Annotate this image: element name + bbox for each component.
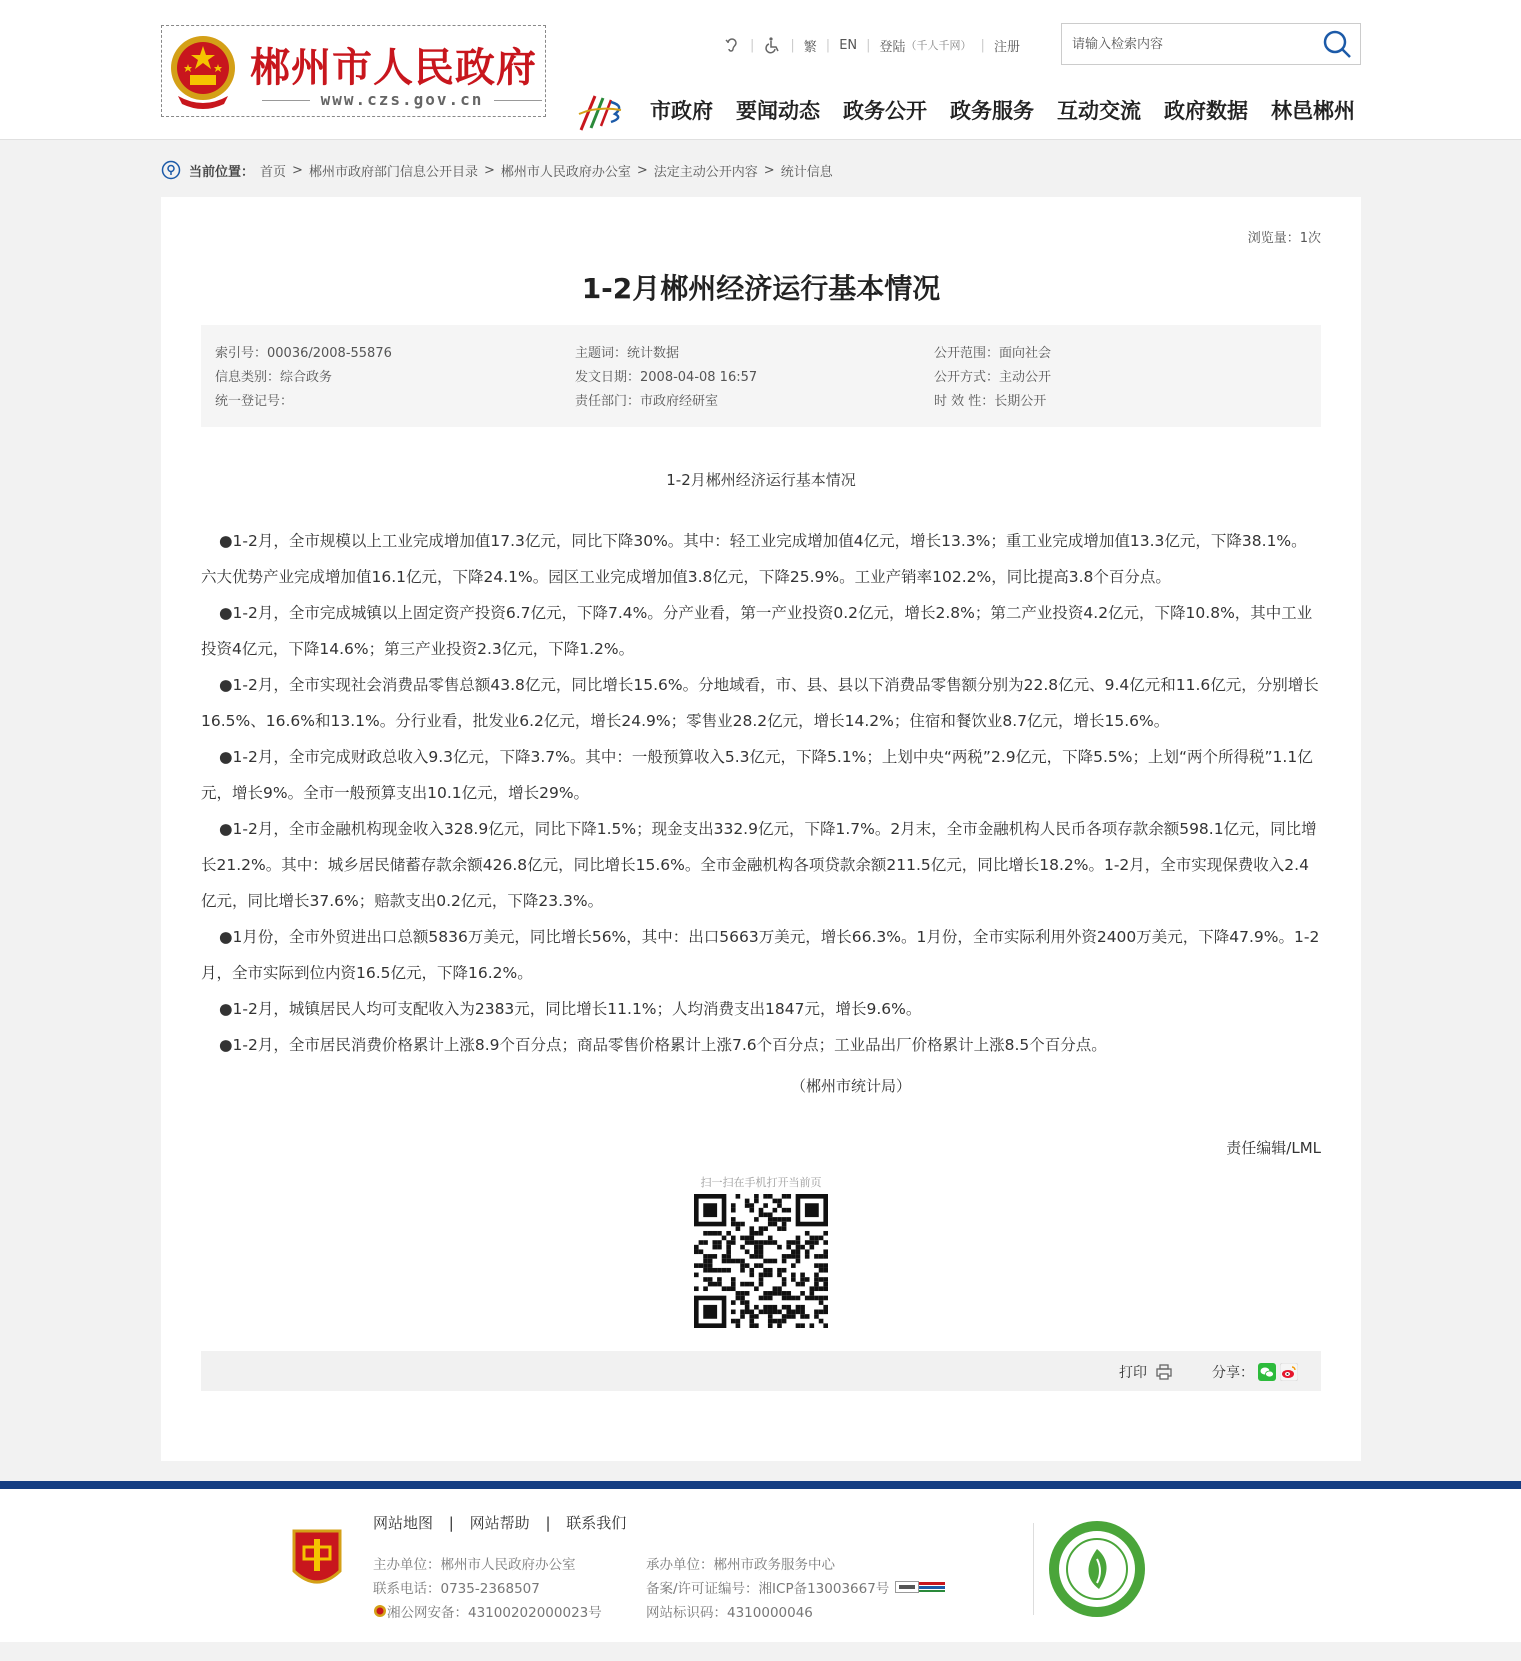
nav-news[interactable]: 要闻动态 (736, 99, 820, 123)
meta-method: 公开方式：主动公开 (934, 370, 1052, 385)
print-button[interactable] (1119, 1362, 1173, 1382)
site-footer (0, 1489, 1521, 1642)
qr-caption: 扫一扫在手机打开当前页 (700, 1176, 822, 1189)
share-label: 分享： (1212, 1365, 1254, 1381)
register-link[interactable]: 注册 (993, 39, 1020, 55)
footer-top-bar (0, 1481, 1521, 1489)
site-logo[interactable] (161, 25, 546, 117)
article-subtitle: 1-2月郴州经济运行基本情况 (666, 471, 856, 489)
print-label: 打印 (1119, 1365, 1147, 1381)
footer-sponsor: 主办单位：郴州市人民政府办公室 (373, 1557, 576, 1573)
wheelchair-icon[interactable] (763, 36, 781, 54)
login-note: （千人千网） (905, 39, 972, 52)
article-paragraph: ●1-2月，城镇居民人均可支配收入为2383元，同比增长11.1%；人均消费支出1847元，增长9.6%。 (219, 1000, 922, 1018)
nav-decoration-icon (577, 92, 627, 132)
search-icon[interactable] (1322, 29, 1352, 59)
meta-category: 信息类别：综合政务 (215, 370, 333, 385)
breadcrumb-statutory-content[interactable]: 法定主动公开内容 (653, 164, 758, 180)
meta-reg-no: 统一登记号： (215, 394, 294, 409)
nav-gov-data[interactable]: 政府数据 (1164, 99, 1248, 123)
footer-help-link[interactable]: 网站帮助 (469, 1514, 530, 1532)
national-emblem-icon (168, 30, 238, 112)
article-paragraph: ●1-2月，全市实现社会消费品零售总额43.8亿元，同比增长15.6%。分地域看，市、县、县以下消费品零售额分别为22.8亿元、9.4亿元和11.6亿元，分别增长16.5%、16.6%和13.1%。分行业看，批发业6.2亿元，增长24.9%；零售业28.2亿元，增长14.2%；住宿和餐饮业8.7亿元，增长15.6%。 (201, 676, 1319, 730)
traditional-chinese-link[interactable]: 繁 (803, 39, 817, 55)
police-badge-icon (373, 1604, 387, 1618)
nav-city-gov[interactable]: 市政府 (650, 99, 713, 123)
breadcrumb: 当前位置： 首页 > 郴州市政府部门信息公开目录 > 郴州市人民政府办公室 > 法定主动公开内容 > 统计信息 (161, 159, 833, 181)
nav-gov-services[interactable]: 政务服务 (950, 99, 1034, 123)
footer-divider (1033, 1523, 1034, 1615)
meta-index-no: 索引号：00036/2008-55876 (215, 346, 392, 361)
site-title: 郴州市人民政府 (250, 45, 537, 91)
footer-police[interactable] (373, 1601, 602, 1621)
article-editor: 责任编辑/LML (1226, 1139, 1321, 1157)
site-header (0, 0, 1521, 140)
article-paragraph: ●1-2月，全市金融机构现金收入328.9亿元，同比下降1.5%；现金支出332.9亿元，下降1.7%。2月末，全市金融机构人民币各项存款余额598.1亿元，同比增长21.2%。其中：城乡居民储蓄存款余额426.8亿元，同比增长15.6%。全市金融机构各项贷款余额211.5亿元，同比增长18.2%。1-2月，全市实现保费收入2.4亿元，同比增长37.6%；赔款支出0.2亿元，下降23.3%。 (201, 820, 1317, 910)
nav-gov-affairs-open[interactable]: 政务公开 (843, 99, 927, 123)
party-gov-organ-badge-icon[interactable] (290, 1527, 344, 1593)
footer-police-text: 湘公网安备：43100202000023号 (387, 1605, 602, 1621)
footer-site-id: 网站标识码：4310000046 (646, 1605, 813, 1621)
meta-date: 发文日期：2008-04-08 16:57 (575, 370, 758, 385)
article-body (201, 523, 1321, 1063)
share-bar (1212, 1362, 1298, 1382)
breadcrumb-gov-office[interactable]: 郴州市人民政府办公室 (500, 164, 631, 180)
meta-dept: 责任部门：市政府经研室 (575, 394, 719, 409)
site-url: www.czs.gov.cn (262, 90, 542, 109)
accessibility-ear-icon[interactable] (723, 36, 741, 54)
qr-code-icon (694, 1194, 828, 1328)
footer-icp-text: 备案/许可证编号：湘ICP备13003667号 (646, 1581, 890, 1597)
meta-validity: 时 效 性：长期公开 (934, 394, 1047, 409)
breadcrumb-statistics[interactable]: 统计信息 (780, 164, 833, 180)
login-link[interactable]: 登陆 (879, 39, 906, 55)
breadcrumb-home[interactable]: 首页 (260, 164, 287, 180)
cnzz-stat-icon[interactable] (895, 1581, 945, 1593)
printer-icon (1155, 1363, 1173, 1381)
article-paragraph: ●1-2月，全市完成财政总收入9.3亿元，下降3.7%。其中：一般预算收入5.3亿元，下降5.1%；上划中央“两税”2.9亿元，下降5.5%；上划“两个所得税”1.1亿元，增长9%。全市一般预算支出10.1亿元，增长29%。 (201, 748, 1313, 802)
article-source: （郴州市统计局） (790, 1077, 911, 1095)
search-box (1061, 23, 1361, 65)
meta-scope: 公开范围：面向社会 (934, 346, 1052, 361)
footer-organizer: 承办单位：郴州市政务服务中心 (646, 1557, 835, 1573)
article-tools (201, 1351, 1321, 1391)
article-title: 1-2月郴州经济运行基本情况 (581, 272, 941, 305)
footer-icp[interactable] (646, 1577, 945, 1597)
weibo-icon[interactable] (1280, 1363, 1298, 1381)
location-pin-icon (161, 160, 181, 180)
article-card (161, 197, 1361, 1461)
english-link[interactable]: EN (839, 37, 858, 53)
footer-links: 网站地图 | 网站帮助 | 联系我们 (373, 1514, 627, 1532)
nav-linyi-chenzhou[interactable]: 林邑郴州 (1271, 99, 1355, 123)
nav-interaction[interactable]: 互动交流 (1057, 99, 1141, 123)
article-paragraph: ●1月份，全市外贸进出口总额5836万美元，同比增长56%，其中：出口5663万美元，增长66.3%。1月份，全市实际利用外资2400万美元，下降47.9%。1-2月，全市实际到位内资16.5亿元，下降16.2%。 (201, 928, 1320, 982)
meta-keywords: 主题词：统计数据 (575, 346, 680, 361)
view-count: 浏览量：1次 (1247, 231, 1321, 246)
article-paragraph: ●1-2月，全市规模以上工业完成增加值17.3亿元，同比下降30%。其中：轻工业完成增加值4亿元，增长13.3%；重工业完成增加值13.3亿元，下降38.1%。六大优势产业完成增加值16.1亿元，下降24.1%。园区工业完成增加值3.8亿元，下降25.9%。工业产销率102.2%，同比提高3.8个百分点。 (201, 532, 1307, 586)
top-links: | | 繁 | EN | 登陆 （千人千网） | 注册 (723, 35, 1020, 55)
breadcrumb-dept-catalog[interactable]: 郴州市政府部门信息公开目录 (308, 164, 478, 180)
footer-sitemap-link[interactable]: 网站地图 (373, 1514, 434, 1532)
civilized-website-badge-icon[interactable] (1047, 1519, 1147, 1619)
article-meta (201, 325, 1321, 427)
footer-contact-link[interactable]: 联系我们 (566, 1514, 627, 1532)
footer-phone: 联系电话：0735-2368507 (373, 1581, 540, 1597)
article-paragraph: ●1-2月，全市居民消费价格累计上涨8.9个百分点；商品零售价格累计上涨7.6个百分点；工业品出厂价格累计上涨8.5个百分点。 (219, 1036, 1107, 1054)
breadcrumb-label: 当前位置： (189, 164, 255, 180)
main-nav (650, 95, 1378, 125)
search-input[interactable] (1062, 24, 1312, 64)
wechat-icon[interactable] (1258, 1363, 1276, 1381)
article-paragraph: ●1-2月，全市完成城镇以上固定资产投资6.7亿元，下降7.4%。分产业看，第一产业投资0.2亿元，增长2.8%；第二产业投资4.2亿元，下降10.8%，其中工业投资4亿元，下降14.6%；第三产业投资2.3亿元，下降1.2%。 (201, 604, 1313, 658)
